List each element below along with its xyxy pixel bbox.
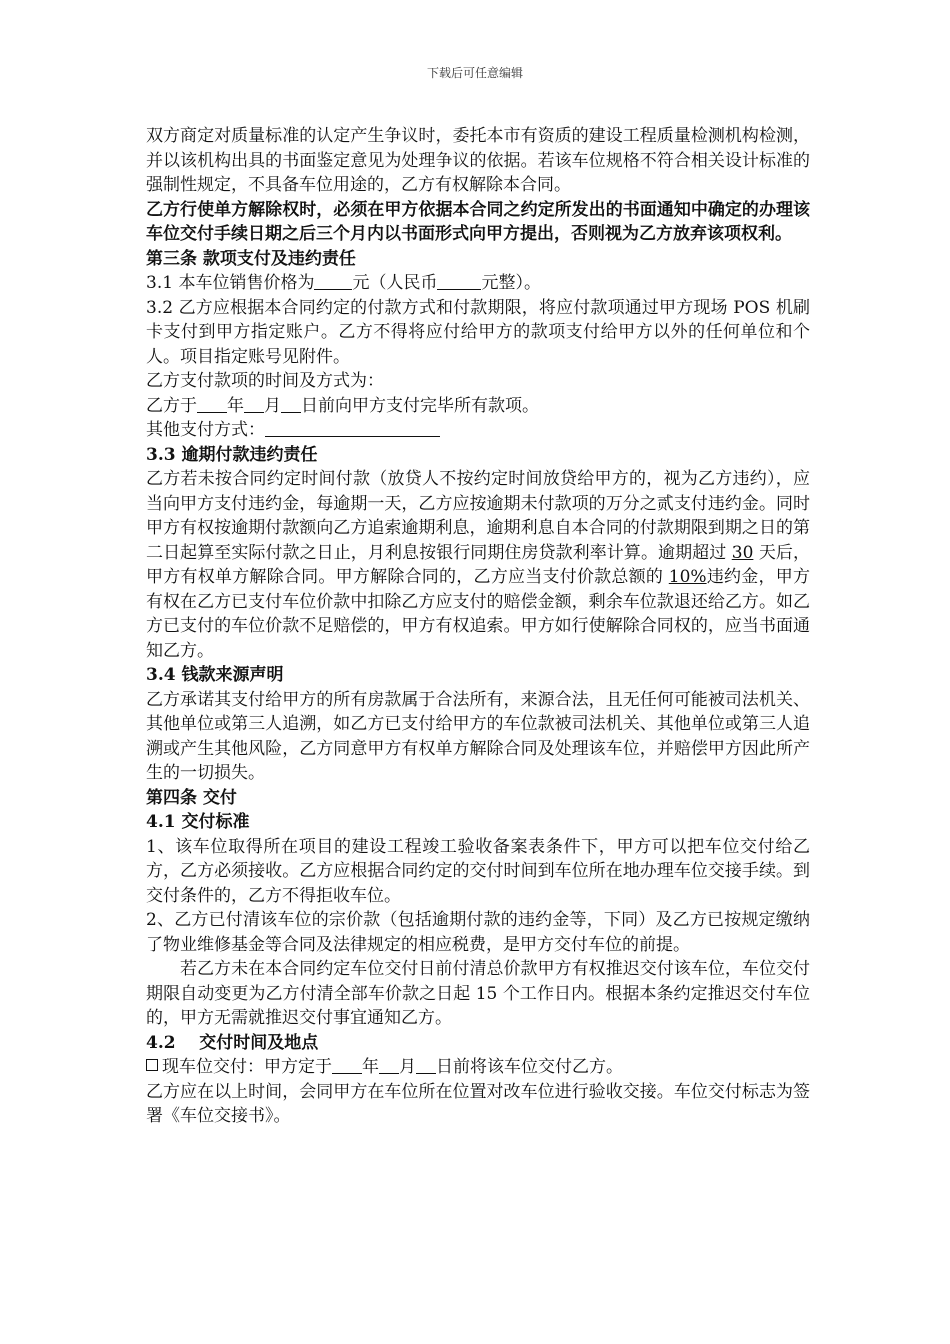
article-3-title: 第三条 款项支付及违约责任 [146, 248, 356, 269]
delivery-date-line [146, 1055, 810, 1080]
checkbox-icon[interactable] [146, 1059, 158, 1071]
clause-3-3 [146, 467, 810, 663]
clause-3-3-text-b: 天后，甲方有权单方解除合同。甲方解除合同的，乙方应当支付价款总额的 [146, 542, 810, 587]
payment-date-text-d: 日前向甲方支付完毕所有款项。 [301, 395, 539, 416]
clause-3-1-text-b: 元（人民币 [352, 273, 438, 293]
clause-4-1-title: 4.1 交付标准 [146, 812, 250, 832]
payment-other-blank [265, 421, 440, 437]
clause-3-3-text-c: 违约金，甲方有权在乙方已支付车位价款中扣除乙方应支付的赔偿金额，剩余车位款退还给乙方。如乙方已支付的车位价款不足赔偿的，甲方有权追索。甲方如行使解除合同权的，应当书面通知乙方。 [146, 567, 811, 661]
clause-4-2-paragraph: 乙方应在以上时间，会同甲方在车位所在位置对改车位进行验收交接。车位交付标志为签署《车位交接书》。 [146, 1081, 810, 1126]
clause-3-1 [146, 271, 810, 296]
clause-3-2: 3.2 乙方应根据本合同约定的付款方式和付款期限，将应付款项通过甲方现场 POS 机刷卡支付到甲方指定账户。乙方不得将应付给甲方的款项支付给甲方以外的任何单位和个人。项目指定账号见附件。 [146, 297, 810, 367]
payment-other-line [146, 418, 810, 443]
clause-3-4-title: 3.4 钱款来源声明 [146, 665, 284, 685]
delivery-year-blank [332, 1058, 362, 1074]
payment-other-label: 其他支付方式： [146, 420, 265, 440]
article-4-title: 第四条 交付 [146, 787, 237, 808]
clause-3-4: 乙方承诺其支付给甲方的所有房款属于合法所有，来源合法，且无任何可能被司法机关、其他单位或第三人追溯，如乙方已支付给甲方的车位款被司法机关、其他单位或第三人追溯或产生其他风险，乙方同意甲方有权单方解除合同及处理该车位，并赔偿甲方因此所产生的一切损失。 [146, 689, 810, 783]
delivery-date-text-b: 年 [362, 1057, 379, 1077]
payment-month-blank [244, 397, 264, 413]
paragraph-termination-right: 乙方行使单方解除权时，必须在甲方依据本合同之约定所发出的书面通知中确定的办理该车位交付手续日期之后三个月内以书面形式向甲方提出，否则视为乙方放弃该项权利。 [146, 199, 810, 244]
delivery-day-blank [416, 1058, 436, 1074]
clause-3-1-text-c: 元整）。 [481, 273, 541, 293]
page-header: 下载后可任意编辑 [426, 66, 523, 80]
clause-4-2-title: 4.2 交付时间及地点 [146, 1032, 319, 1053]
paragraph-quality-dispute: 双方商定对质量标准的认定产生争议时，委托本市有资质的建设工程质量检测机构检测，并以该机构出具的书面鉴定意见为处理争议的依据。若该车位规格不符合相关设计标准的强制性规定，不具备车位用途的，乙方有权解除本合同。 [146, 126, 810, 195]
payment-year-blank [197, 397, 227, 413]
payment-date-text-b: 年 [227, 395, 244, 416]
document-body [146, 124, 810, 1129]
clause-4-1-item-2: 2、乙方已付清该车位的宗价款（包括逾期付款的违约金等，下同）及乙方已按规定缴纳了物业维修基金等合同及法律规定的相应税费，是甲方交付车位的前提。 [146, 910, 810, 955]
clause-4-1-item-1: 1、该车位取得所在项目的建设工程竣工验收备案表条件下，甲方可以把车位交付给乙方，乙方必须接收。乙方应根据合同约定的交付时间到车位所在地办理车位交接手续。到交付条件的，乙方不得拒收车位。 [146, 836, 810, 906]
penalty-percent: 10% [668, 567, 707, 587]
overdue-days: 30 [731, 542, 754, 563]
clause-3-3-title: 3.3 逾期付款违约责任 [146, 444, 318, 465]
price-rmb-blank [437, 274, 481, 290]
payment-day-blank [281, 397, 301, 413]
delivery-date-text-c: 月 [399, 1057, 416, 1077]
delivery-date-text-a: 现车位交付：甲方定于 [162, 1057, 332, 1077]
clause-3-1-text-a: 3.1 本车位销售价格为 [146, 273, 315, 293]
price-blank [314, 274, 352, 290]
delivery-date-text-d: 日前将该车位交付乙方。 [436, 1057, 623, 1077]
clause-4-1-item-3: 若乙方未在本合同约定车位交付日前付清总价款甲方有权推迟交付该车位，车位交付期限自动变更为乙方付清全部车价款之日起 15 个工作日内。根据本条约定推迟交付车位的，甲方无需就推迟交付事宜通知乙方。 [146, 959, 810, 1028]
payment-method-intro: 乙方支付款项的时间及方式为： [146, 371, 384, 391]
payment-date-text-a: 乙方于 [146, 395, 197, 416]
payment-date-text-c: 月 [264, 395, 281, 416]
clause-3-3-text-a: 乙方若未按合同约定时间付款（放贷人不按约定时间放贷给甲方的，视为乙方违约），应当向甲方支付违约金，每逾期一天，乙方应按逾期未付款项的万分之贰支付违约金。同时甲方有权按逾期付款额向乙方追索逾期利息，逾期利息自本合同的付款期限到期之日的第二日起算至实际付款之日止，月利息按银行同期住房贷款利率计算。逾期超过 [146, 469, 810, 563]
payment-date-line [146, 394, 810, 419]
delivery-month-blank [379, 1058, 399, 1074]
